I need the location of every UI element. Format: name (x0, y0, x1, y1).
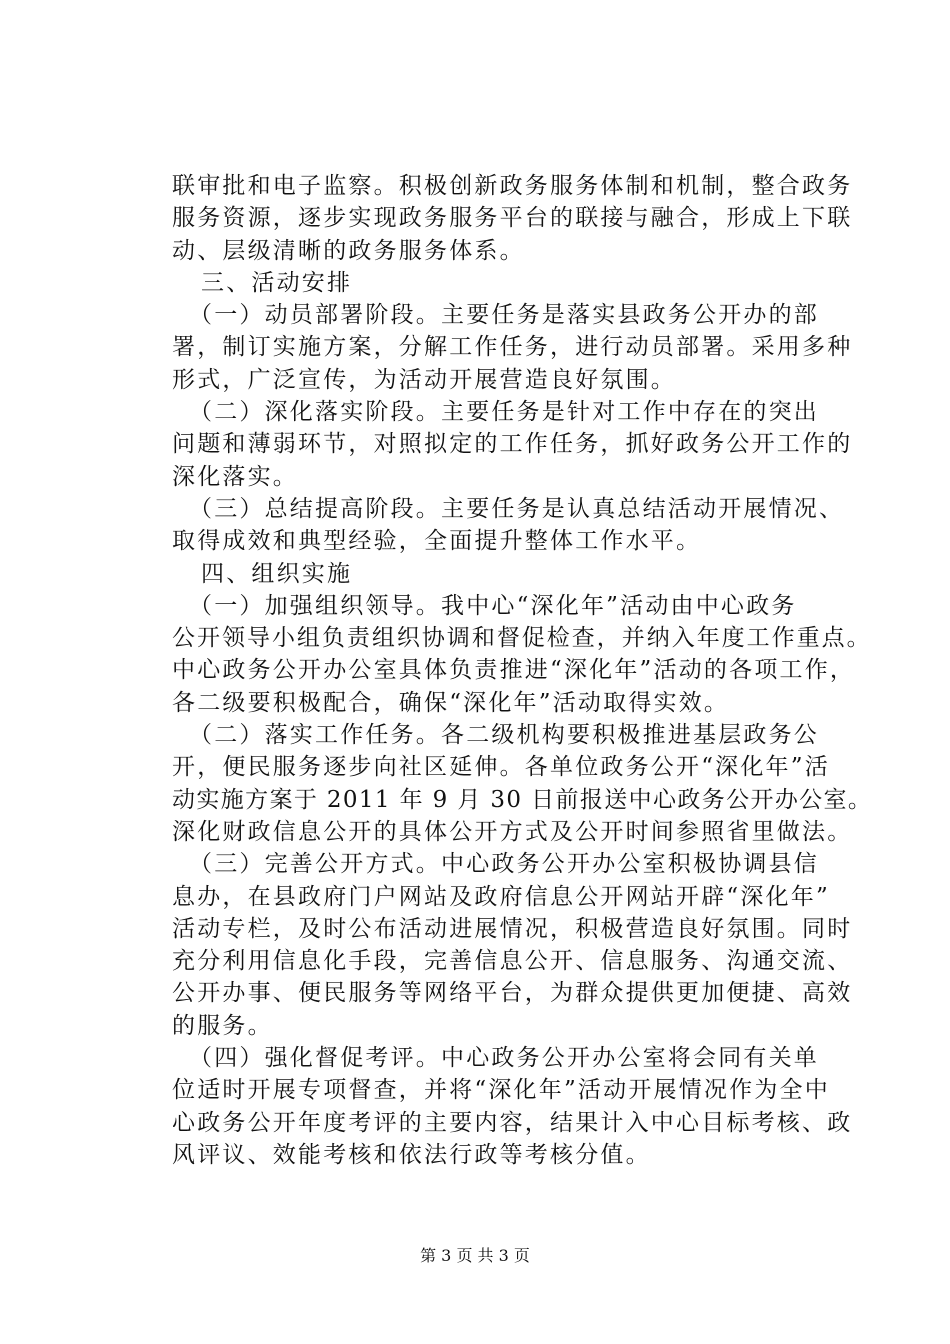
text-line: 中心政务公开办公室具体负责推进“深化年”活动的各项工作， (172, 657, 856, 684)
text-line: 取得成效和典型经验，全面提升整体工作水平。 (172, 528, 702, 555)
page-footer: 第 3 页 共 3 页 (420, 1246, 530, 1265)
text-line: 公开领导小组负责组织协调和督促检查，并纳入年度工作重点。 (172, 625, 872, 652)
text-line: 动实施方案于 2011 年 9 月 30 日前报送中心政务公开办公室。 (172, 786, 873, 813)
text-line: 动、层级清晰的政务服务体系。 (172, 237, 525, 264)
text-line: 充分利用信息化手段，完善信息公开、信息服务、沟通交流、 (172, 948, 853, 975)
text-line: 心政务公开年度考评的主要内容，结果计入中心目标考核、政 (172, 1109, 853, 1136)
paragraph-first-line: （一）加强组织领导。我中心“深化年”活动由中心政务 (189, 592, 797, 619)
document-body (172, 170, 873, 1171)
paragraph-first-line: （二）深化落实阶段。主要任务是针对工作中存在的突出 (189, 399, 819, 426)
text-line: 问题和薄弱环节，对照拟定的工作任务，抓好政务公开工作的 (172, 431, 853, 458)
text-line: 署，制订实施方案，分解工作任务，进行动员部署。采用多种 (172, 334, 853, 361)
paragraph-first-line: （一）动员部署阶段。主要任务是落实县政务公开办的部 (189, 302, 819, 329)
text-line: 深化财政信息公开的具体公开方式及公开时间参照省里做法。 (172, 818, 853, 845)
paragraph-first-line: （三）总结提高阶段。主要任务是认真总结活动开展情况、 (189, 495, 845, 522)
text-line: 风评议、效能考核和依法行政等考核分值。 (172, 1141, 651, 1168)
text-line: 开，便民服务逐步向社区延伸。各单位政务公开“深化年”活 (172, 754, 830, 781)
paragraph-first-line: （三）完善公开方式。中心政务公开办公室积极协调县信 (189, 851, 819, 878)
text-line: 形式，广泛宣传，为活动开展营造良好氛围。 (172, 366, 676, 393)
section-heading: 四、组织实施 (201, 560, 353, 587)
text-line: 深化落实。 (172, 463, 298, 490)
text-line: 服务资源，逐步实现政务服务平台的联接与融合，形成上下联 (172, 205, 853, 232)
text-line: 联审批和电子监察。积极创新政务服务体制和机制，整合政务 (172, 173, 853, 199)
text-line: 息办，在县政府门户网站及政府信息公开网站开辟“深化年” (172, 883, 830, 910)
paragraph-first-line: （四）强化督促考评。中心政务公开办公室将会同有关单 (189, 1045, 819, 1072)
text-line: 的服务。 (172, 1012, 273, 1039)
text-line: 公开办事、便民服务等网络平台，为群众提供更加便捷、高效 (172, 980, 853, 1007)
text-line: 各二级要积极配合，确保“深化年”活动取得实效。 (172, 689, 730, 716)
text-line: 活动专栏，及时公布活动进展情况，积极营造良好氛围。同时 (172, 915, 853, 942)
section-heading: 三、活动安排 (201, 269, 353, 296)
text-line: 位适时开展专项督查，并将“深化年”活动开展情况作为全中 (172, 1077, 830, 1104)
paragraph-first-line: （二）落实工作任务。各二级机构要积极推进基层政务公 (189, 722, 819, 749)
